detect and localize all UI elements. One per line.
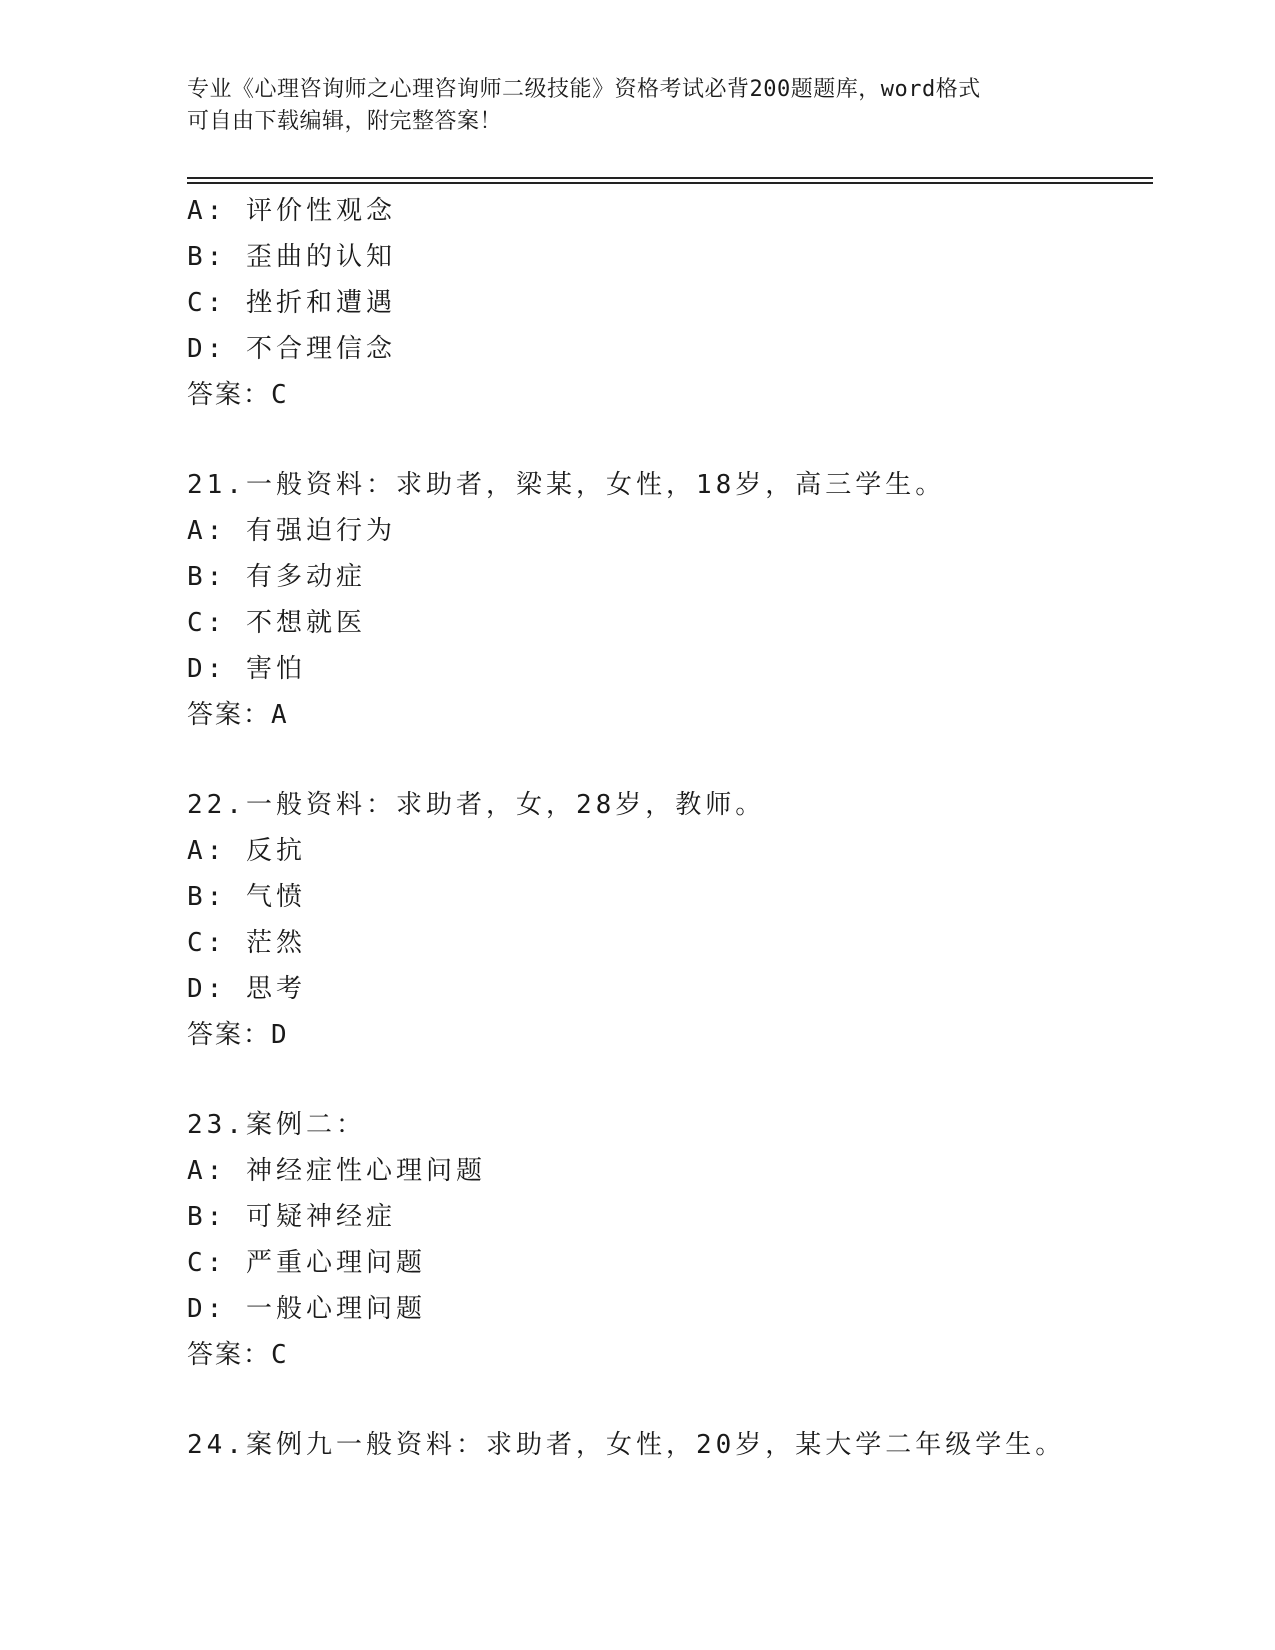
answer-line: [187, 1012, 1147, 1058]
option-a: A: 评价性观念: [187, 196, 396, 226]
option-d: D: 一般心理问题: [187, 1294, 426, 1324]
option-d: D: 害怕: [187, 654, 306, 684]
answer-line: [187, 372, 1147, 418]
option-c: C: 挫折和遭遇: [187, 288, 396, 318]
question-block-22: [187, 782, 1147, 1058]
question-text: 23.案例二：: [187, 1110, 366, 1140]
option-b: B: 有多动症: [187, 562, 366, 592]
answer-value: A: [271, 700, 289, 730]
answer-line: [187, 692, 1147, 738]
question-block-20: [187, 188, 1147, 418]
answer-value: D: [271, 1020, 289, 1050]
option-a: A: 有强迫行为: [187, 516, 396, 546]
option-c: C: 严重心理问题: [187, 1248, 426, 1278]
option-c: C: 不想就医: [187, 608, 366, 638]
question-list: [187, 188, 1147, 1468]
answer-label: 答案：: [187, 1340, 272, 1370]
option-d: D: 不合理信念: [187, 334, 396, 364]
question-block-23: [187, 1102, 1147, 1378]
question-text: 21.一般资料：求助者，梁某，女性，18岁，高三学生。: [187, 470, 946, 500]
option-b: B: 歪曲的认知: [187, 242, 396, 272]
answer-label: 答案：: [187, 1020, 272, 1050]
question-text: 24.案例九一般资料：求助者，女性，20岁，某大学二年级学生。: [187, 1430, 1066, 1460]
answer-label: 答案：: [187, 700, 272, 730]
option-a: A: 反抗: [187, 836, 306, 866]
option-b: B: 可疑神经症: [187, 1202, 396, 1232]
question-text: 22.一般资料：求助者，女，28岁，教师。: [187, 790, 766, 820]
question-block-21: [187, 462, 1147, 738]
header-rule-top: [187, 177, 1153, 179]
answer-value: C: [271, 1340, 289, 1370]
option-c: C: 茫然: [187, 928, 306, 958]
option-a: A: 神经症性心理问题: [187, 1156, 486, 1186]
answer-label: 答案：: [187, 380, 272, 410]
header-rule-bottom: [187, 182, 1153, 184]
answer-line: [187, 1332, 1147, 1378]
header-line-1: 专业《心理咨询师之心理咨询师二级技能》资格考试必背200题题库，word格式: [187, 77, 981, 102]
option-b: B: 气愤: [187, 882, 306, 912]
question-block-24: [187, 1422, 1147, 1468]
document-header: [187, 74, 1087, 138]
header-line-2: 可自由下载编辑，附完整答案！: [187, 109, 503, 134]
answer-value: C: [271, 380, 289, 410]
option-d: D: 思考: [187, 974, 306, 1004]
